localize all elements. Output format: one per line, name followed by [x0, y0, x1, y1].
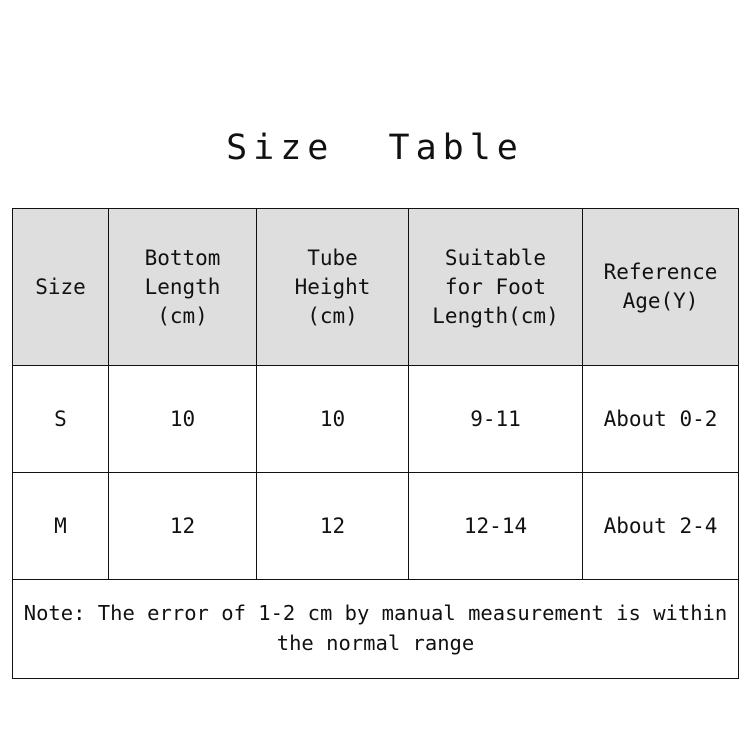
table-header-row — [13, 209, 739, 366]
header-cell-reference-age — [583, 209, 739, 366]
header-line: Tube — [307, 245, 358, 270]
cell-tube-height: 10 — [257, 366, 409, 473]
header-line: Age(Y) — [622, 289, 699, 313]
header-line: Reference — [603, 260, 718, 284]
header-cell-bottom-length — [109, 209, 257, 366]
size-table-container — [12, 208, 738, 679]
measurement-note: Note: The error of 1-2 cm by manual measurement is within the normal range — [13, 580, 739, 679]
cell-foot-length: 12-14 — [409, 473, 583, 580]
header-line: (cm) — [157, 303, 208, 328]
size-table — [12, 208, 739, 679]
header-cell-size — [13, 209, 109, 366]
cell-size: S — [13, 366, 109, 473]
table-note-row — [13, 580, 739, 679]
header-line: for Foot — [444, 274, 547, 299]
cell-reference-age: About 0-2 — [583, 366, 739, 473]
cell-bottom-length: 10 — [109, 366, 257, 473]
table-header — [13, 209, 739, 366]
table-row — [13, 366, 739, 473]
header-line: Size — [35, 274, 86, 299]
cell-size: M — [13, 473, 109, 580]
header-line: Suitable — [444, 245, 547, 270]
header-line: Length — [144, 274, 221, 299]
cell-foot-length: 9-11 — [409, 366, 583, 473]
cell-reference-age: About 2-4 — [583, 473, 739, 580]
header-cell-foot-length — [409, 209, 583, 366]
header-line: Bottom — [144, 245, 221, 270]
header-line: Height — [294, 274, 371, 299]
header-line: (cm) — [307, 303, 358, 328]
table-body — [13, 366, 739, 679]
table-row — [13, 473, 739, 580]
header-line: Length(cm) — [432, 303, 559, 328]
page-title: Size Table — [226, 128, 524, 168]
header-cell-tube-height — [257, 209, 409, 366]
cell-tube-height: 12 — [257, 473, 409, 580]
cell-bottom-length: 12 — [109, 473, 257, 580]
